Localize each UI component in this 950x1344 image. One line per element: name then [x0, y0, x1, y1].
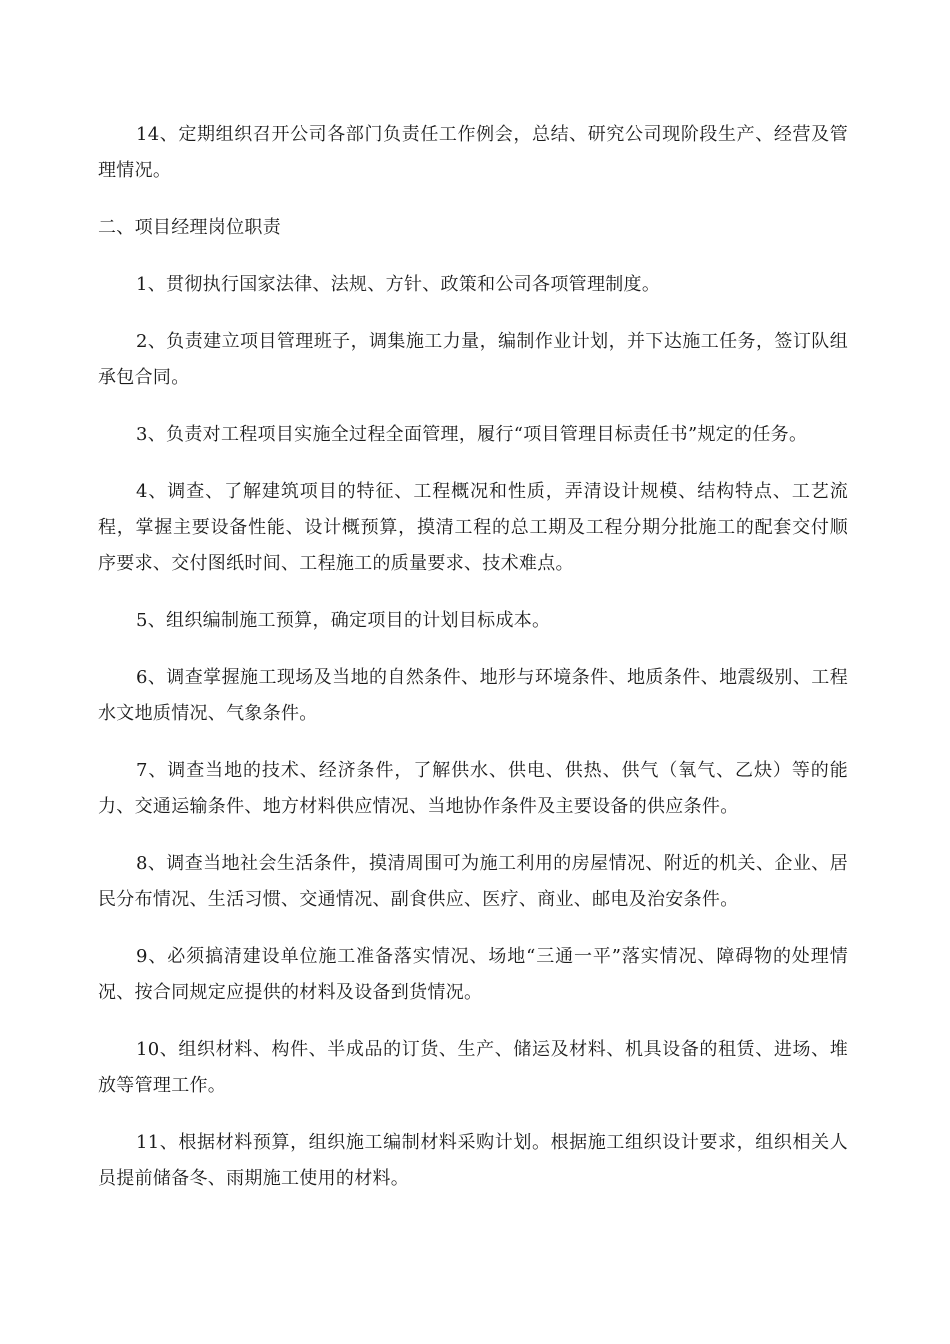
paragraph-item-4: 4、调查、了解建筑项目的特征、工程概况和性质，弄清设计规模、结构特点、工艺流程，掌握主要设备性能、设计概预算，摸清工程的总工期及工程分期分批施工的配套交付顺序要求、交付图纸时间、工程施工的质量要求、技术难点。: [98, 481, 848, 574]
document-page: [98, 117, 848, 1218]
paragraph-item-3: 3、负责对工程项目实施全过程全面管理，履行“项目管理目标责任书”规定的任务。: [136, 424, 808, 445]
paragraph-item-9: 9、必须搞清建设单位施工准备落实情况、场地“三通一平”落实情况、障碍物的处理情况、按合同规定应提供的材料及设备到货情况。: [98, 946, 848, 1003]
paragraph-item-6: 6、调查掌握施工现场及当地的自然条件、地形与环境条件、地质条件、地震级别、工程水文地质情况、气象条件。: [98, 667, 848, 724]
paragraph-item-11: 11、根据材料预算，组织施工编制材料采购计划。根据施工组织设计要求，组织相关人员提前储备冬、雨期施工使用的材料。: [98, 1132, 848, 1189]
paragraph-item-7: 7、调查当地的技术、经济条件，了解供水、供电、供热、供气（氧气、乙炔）等的能力、交通运输条件、地方材料供应情况、当地协作条件及主要设备的供应条件。: [98, 760, 848, 817]
paragraph-item-1: 1、贯彻执行国家法律、法规、方针、政策和公司各项管理制度。: [136, 274, 661, 295]
paragraph-item-8: 8、调查当地社会生活条件，摸清周围可为施工利用的房屋情况、附近的机关、企业、居民分布情况、生活习惯、交通情况、副食供应、医疗、商业、邮电及治安条件。: [98, 853, 848, 910]
paragraph-item-5: 5、组织编制施工预算，确定项目的计划目标成本。: [136, 610, 551, 631]
paragraph-item-2: 2、负责建立项目管理班子，调集施工力量，编制作业计划，并下达施工任务，签订队组承包合同。: [98, 331, 848, 388]
paragraph-item-10: 10、组织材料、构件、半成品的订货、生产、储运及材料、机具设备的租赁、进场、堆放等管理工作。: [98, 1039, 848, 1096]
section-heading-project-manager-duties: 二、项目经理岗位职责: [98, 217, 281, 238]
paragraph-item-14: 14、定期组织召开公司各部门负责任工作例会，总结、研究公司现阶段生产、经营及管理情况。: [98, 124, 848, 181]
